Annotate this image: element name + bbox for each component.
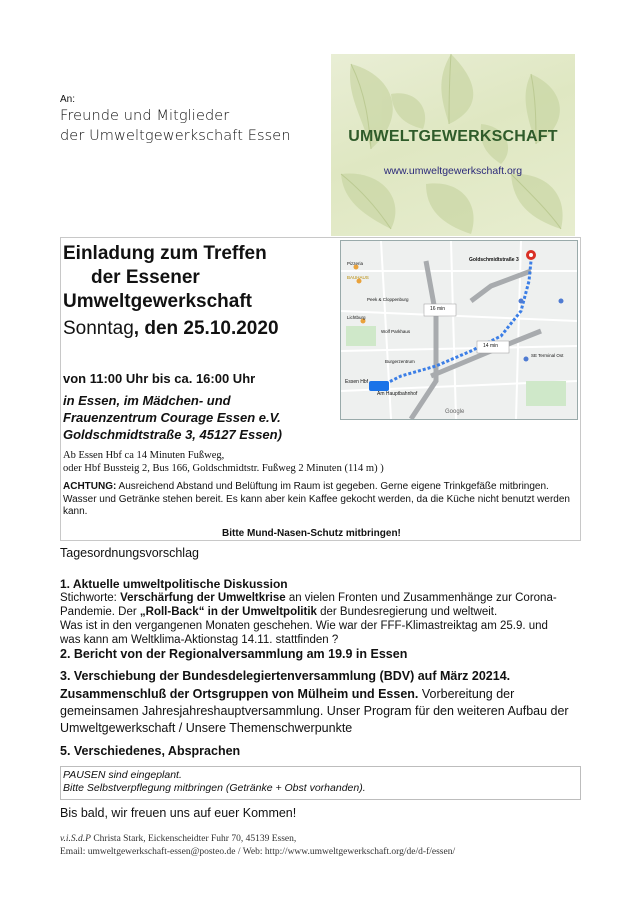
place-line-1: in Essen, im Mädchen- und xyxy=(63,393,231,408)
route-line-2: oder Hbf Bussteig 2, Bus 166, Goldschmidtstr. Fußweg 2 Minuten (114 m) ) xyxy=(63,463,384,474)
pausen-line-2: Bitte Selbstverpflegung mitbringen (Getränke + Obst vorhanden). xyxy=(63,782,366,794)
item1-bold-1: Verschärfung der Umweltkrise xyxy=(120,592,286,604)
agenda-item-3-text xyxy=(60,686,582,737)
map-poi-label: Pizzeria xyxy=(347,261,364,266)
map-label-amhbf: Am Hauptbahnhof xyxy=(377,391,418,397)
date-prefix: Sonntag xyxy=(63,318,134,339)
mask-notice: Bitte Mund-Nasen-Schutz mitbringen! xyxy=(222,528,401,539)
map-poi-label: Wolf Parkhaus xyxy=(381,329,411,334)
map-label-hbf: Essen Hbf xyxy=(345,379,369,385)
invitation-date xyxy=(63,318,279,340)
pausen-line-1: PAUSEN sind eingeplant. xyxy=(63,769,182,781)
visdp-text: Christa Stark, Eickenscheidter Fuhr 70, 45139 Essen, xyxy=(90,834,297,844)
agenda-item-1-line-4: was kann am Weltklima-Aktionstag 14.11. stattfinden ? xyxy=(60,634,339,646)
achtung-notice xyxy=(63,481,578,519)
invitation-title-line-3: Umweltgewerkschaft xyxy=(63,291,253,312)
item1-mid: an vielen Fronten und Zusammenhänge zur Corona-Pandemie. Der xyxy=(60,592,557,618)
address-line-2: der Umweltgewerkschaft Essen xyxy=(60,128,291,144)
map-walk-label-2: 14 min xyxy=(483,343,499,349)
invitation-title-line-1: Einladung zum Treffen xyxy=(63,243,267,264)
item3-bold: Zusammenschluß der Ortsgruppen von Mülheim und Essen. xyxy=(60,687,419,701)
item3-text: Vorbereitung der gemeinsamen Jahresjahreshauptversammlung. Unser Program für den weiteren Aufbau der Umweltgewerkschaft / Unsere Themenschwerpunkte xyxy=(60,687,569,735)
agenda-item-1-line-3: Was ist in den vergangenen Monaten geschehen. Wie war der FFF-Klimastreiktag am 25.9. und xyxy=(60,620,548,632)
map-poi-label: Lichtburg xyxy=(347,315,366,320)
logo-title: UMWELTGEWERKSCHAFT xyxy=(348,128,558,145)
item1-pre: Stichworte: xyxy=(60,592,121,604)
closing-text: Bis bald, wir freuen uns auf euer Kommen! xyxy=(60,806,297,820)
agenda-heading: Tagesordnungsvorschlag xyxy=(60,546,199,560)
destination-pin-icon xyxy=(526,250,536,260)
address-line-1: Freunde und Mitglieder xyxy=(60,108,230,124)
footer-visdp xyxy=(60,834,296,844)
map-poi-label: SE Terminal Ost xyxy=(531,353,564,358)
agenda-item-1-text xyxy=(60,591,580,619)
map-label-destination: Goldschmidtstraße 3 xyxy=(469,257,519,263)
logo-url: www.umweltgewerkschaft.org xyxy=(383,165,523,177)
achtung-text: Ausreichend Abstand und Belüftung im Raum ist gegeben. Gerne eigene Trinkgefäße mitbringen. Wasser und Getränke stehen bereit. Es kann aber kein Kaffee gekocht werden, da die Küche nicht benutzt werden kann. xyxy=(63,481,570,517)
place-line-2: Frauenzentrum Courage Essen e.V. xyxy=(63,410,281,425)
map-google-label: Google xyxy=(445,409,465,415)
agenda-item-1-title: 1. Aktuelle umweltpolitische Diskussion xyxy=(60,577,288,591)
visdp-label: v.i.S.d.P xyxy=(60,834,91,844)
agenda-item-5-title: 5. Verschiedenes, Absprachen xyxy=(60,744,241,758)
map-poi-label: Burgerzentrum xyxy=(385,359,415,364)
agenda-item-3-title: 3. Verschiebung der Bundesdelegiertenversammlung (BDV) auf März 20214. xyxy=(60,669,511,683)
transit-start-icon xyxy=(369,381,389,391)
footer-contact: Email: umweltgewerkschaft-essen@posteo.de / Web: http://www.umweltgewerkschaft.org/de/d-f/essen/ xyxy=(60,847,456,857)
item1-bold-2: „Roll-Back“ in der Umweltpolitik xyxy=(139,606,317,618)
umweltgewerkschaft-logo xyxy=(331,54,575,236)
achtung-label: ACHTUNG: xyxy=(63,481,117,492)
invitation-time: von 11:00 Uhr bis ca. 16:00 Uhr xyxy=(63,371,256,386)
route-map xyxy=(340,240,578,420)
map-walk-label-1: 16 min xyxy=(430,306,446,312)
place-line-3: Goldschmidtstraße 3, 45127 Essen) xyxy=(63,427,282,442)
map-poi-label: BAUHAUS xyxy=(347,275,369,280)
date-value: , den 25.10.2020 xyxy=(133,318,279,339)
item1-post: der Bundesregierung und weltweit. xyxy=(316,606,498,618)
address-label: An: xyxy=(60,94,76,105)
agenda-item-2-title: 2. Bericht von der Regionalversammlung am 19.9 in Essen xyxy=(60,647,408,661)
invitation-title-line-2: der Essener xyxy=(91,267,200,288)
route-line-1: Ab Essen Hbf ca 14 Minuten Fußweg, xyxy=(63,450,225,461)
map-poi-label: Peek & Cloppenburg xyxy=(367,297,409,302)
